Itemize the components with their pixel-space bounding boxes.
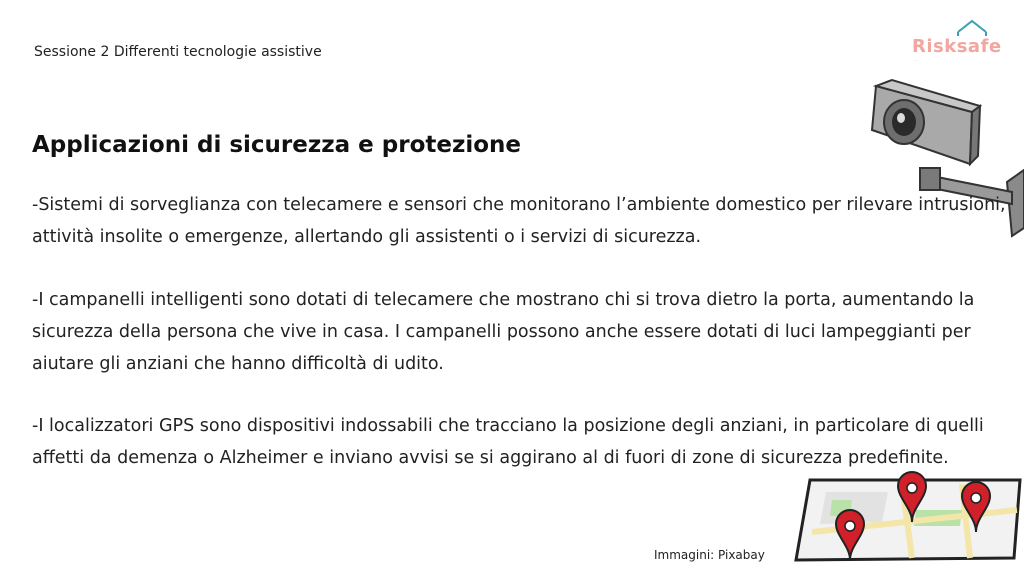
session-label: Sessione 2 Differenti tecnologie assistive [34, 44, 322, 60]
page-title: Applicazioni di sicurezza e protezione [32, 132, 522, 158]
paragraph-surveillance: -Sistemi di sorveglianza con telecamere e sensori che monitorano l’ambiente domestico per rilevare intrusioni, attività insolite o emergenze, allertando gli assistenti o i servizi di sicurezza. [32, 195, 1006, 247]
logo-text: Risksafe [912, 36, 1002, 57]
map-icon [792, 470, 1024, 566]
paragraph-smart-doorbells: -I campanelli intelligenti sono dotati di telecamere che mostrano chi si trova dietro la porta, aumentando la sicurezza della persona che vive in casa. I campanelli possono anche essere dotati di luci lampeggianti per aiutare gli anziani che hanno difficoltà di udito. [32, 290, 975, 374]
logo-tagline: — [914, 58, 917, 62]
risksafe-logo [906, 18, 1006, 66]
image-credit: Immagini: Pixabay [654, 548, 765, 562]
paragraph-gps-trackers: -I localizzatori GPS sono dispositivi indossabili che tracciano la posizione degli anziani, in particolare di quelli affetti da demenza o Alzheimer e inviano avvisi se si aggirano al di fuori di zone di sicurezza predefinite. [32, 416, 984, 468]
